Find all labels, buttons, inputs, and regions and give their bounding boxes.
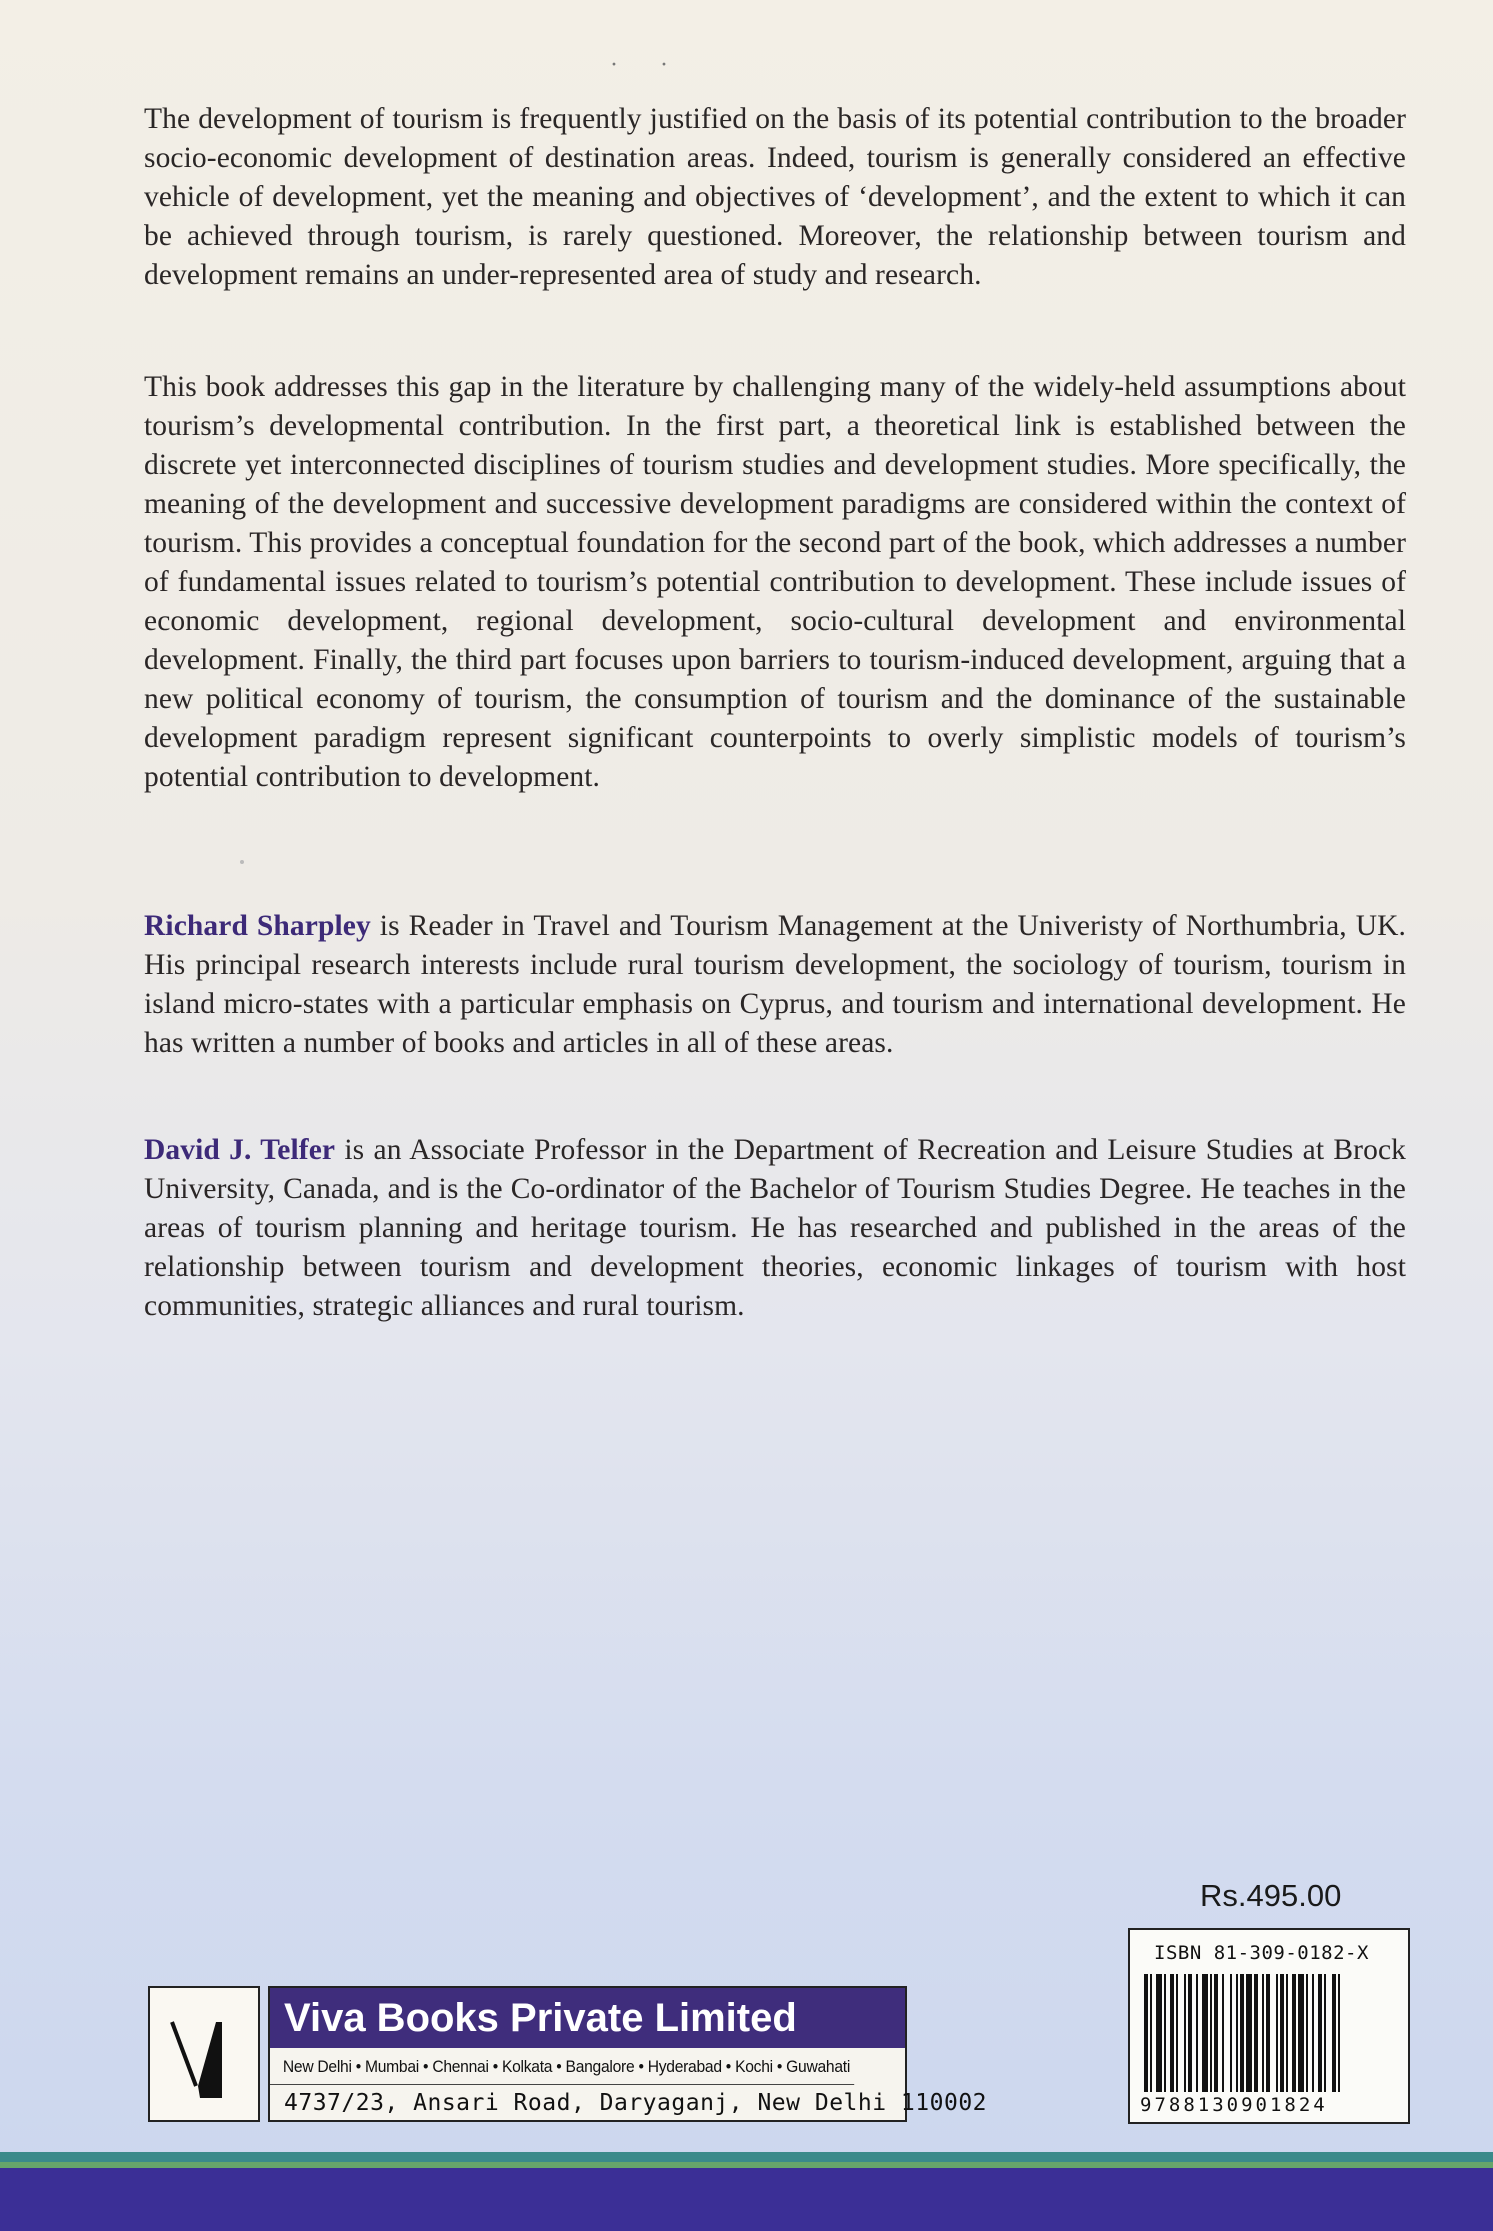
barcode-bar <box>1298 1974 1304 2092</box>
price-label: Rs.495.00 <box>1200 1878 1342 1913</box>
paragraph-text: The development of tourism is frequently justified on the basis of its potential contribution to the broader socio-economic development of destination areas. Indeed, tourism is generally considered an effective vehicle of development, yet the meaning and objectives of ‘development’, and the extent to which it can be achieved through tourism, is rarely questioned. Moreover, the relationship between tourism and development remains an under-represented area of study and research. <box>144 103 1406 291</box>
bottom-stripe-teal <box>0 2152 1493 2162</box>
author-name: Richard Sharpley <box>144 910 371 942</box>
author-bio-text: is Reader in Travel and Tourism Management at the Univeristy of Northumbria, UK. His principal research interests include rural tourism development, the sociology of tourism, tourism in island micro-states with a particular emphasis on Cyprus, and tourism and international development. He has written a number of books and articles in all of these areas. <box>144 910 1406 1059</box>
barcode-bar <box>1170 1974 1174 2092</box>
barcode-bar <box>1176 1974 1178 2092</box>
barcode-bar <box>1332 1974 1336 2092</box>
description-paragraph-1 <box>144 100 1406 295</box>
barcode-bar <box>1222 1974 1224 2092</box>
author-bio-text: is an Associate Professor in the Department of Recreation and Leisure Studies at Brock University, Canada, and is the Co-ordinator of the Bachelor of Tourism Studies Degree. He teaches in the areas of tourism planning and heritage tourism. He has researched and published in the areas of the relationship between tourism and development theories, economic linkages of tourism with host communities, strategic alliances and rural tourism. <box>144 1134 1406 1322</box>
barcode-bar <box>1306 1974 1308 2092</box>
barcode-bar <box>1202 1974 1208 2092</box>
decorative-dot <box>240 860 244 864</box>
publisher-info <box>268 1986 988 2122</box>
barcode-bar <box>1276 1974 1278 2092</box>
author-bio-sharpley <box>144 907 1406 1063</box>
decorative-dots: · · <box>610 52 686 78</box>
barcode-bar <box>1230 1974 1232 2092</box>
author-name: David J. Telfer <box>144 1134 336 1166</box>
barcode-bar <box>1254 1974 1258 2092</box>
barcode-bar <box>1240 1974 1244 2092</box>
viva-logo-icon <box>150 1988 258 2120</box>
isbn-barcode-box <box>1128 1928 1410 2124</box>
paragraph-text: This book addresses this gap in the literature by challenging many of the widely-held assumptions about tourism’s developmental contribution. In the first part, a theoretical link is established between the discrete yet interconnected disciplines of tourism studies and development studies. More specifically, the meaning of the development and successive development paradigms are considered within the context of tourism. This provides a conceptual foundation for the second part of the book, which addresses a number of fundamental issues related to tourism’s potential contribution to development. These include issues of economic development, regional development, socio-cultural development and environmental development. Finally, the third part focuses upon barriers to tourism-induced development, arguing that a new political economy of tourism, the consumption of tourism and the dominance of the sustainable development paradigm represent significant counterpoints to overly simplistic models of tourism’s potential contribution to development. <box>144 371 1406 793</box>
barcode-bar <box>1214 1974 1218 2092</box>
barcode-bar <box>1292 1974 1296 2092</box>
barcode-bar <box>1286 1974 1288 2092</box>
barcode-bar <box>1266 1974 1270 2092</box>
barcode-bar <box>1324 1974 1326 2092</box>
barcode-bar <box>1156 1974 1162 2092</box>
barcode-bar <box>1312 1974 1314 2092</box>
author-bio-telfer <box>144 1131 1406 1326</box>
barcode-bar <box>1164 1974 1166 2092</box>
barcode-bar <box>1188 1974 1192 2092</box>
description-paragraph-2 <box>144 368 1406 797</box>
barcode-bar <box>1262 1974 1264 2092</box>
barcode-bar <box>1246 1974 1252 2092</box>
barcode-number: 9788130901824 <box>1140 2094 1328 2116</box>
barcode-bar <box>1196 1974 1198 2092</box>
barcode-bar <box>1318 1974 1322 2092</box>
isbn-label: ISBN 81-309-0182-X <box>1154 1942 1369 1964</box>
publisher-address: 4737/23, Ansari Road, Daryaganj, New Delhi 110002 <box>284 2090 988 2116</box>
publisher-name: Viva Books Private Limited <box>270 1988 905 2048</box>
barcode-icon <box>1144 1974 1398 2092</box>
bottom-stripe-blue <box>0 2168 1493 2231</box>
barcode-bar <box>1150 1974 1152 2092</box>
barcode-bar <box>1236 1974 1238 2092</box>
publisher-logo <box>148 1986 260 2122</box>
publisher-cities: New Delhi • Mumbai • Chennai • Kolkata • Bangalore • Hyderabad • Kochi • Guwahati <box>270 2048 854 2085</box>
barcode-bar <box>1338 1974 1340 2092</box>
barcode-bar <box>1210 1974 1212 2092</box>
barcode-bar <box>1184 1974 1186 2092</box>
barcode-bar <box>1144 1974 1148 2092</box>
barcode-bar <box>1280 1974 1284 2092</box>
